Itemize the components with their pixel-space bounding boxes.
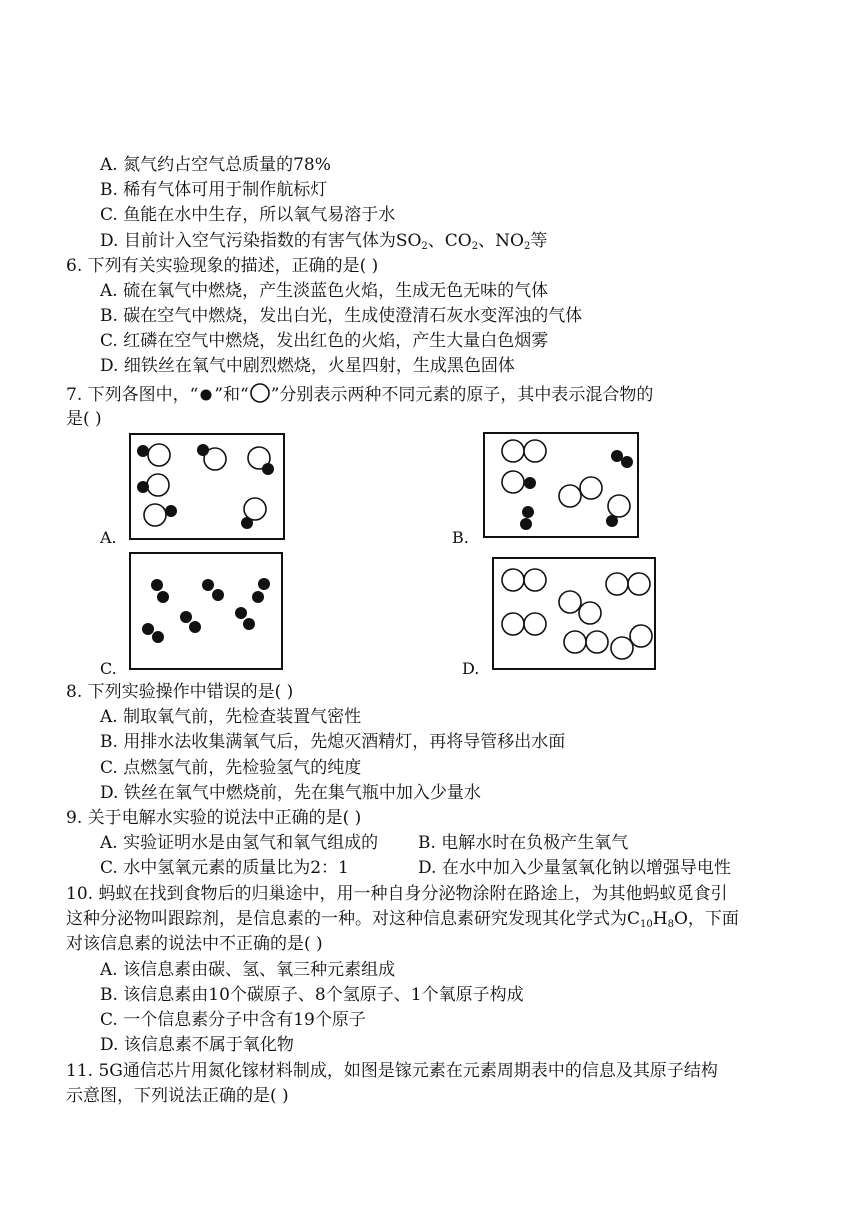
text: O，下面 (673, 909, 739, 929)
figure-c-molecules (142, 578, 270, 643)
text: 7. 下列各图中，“ (66, 385, 199, 405)
subscript: 8 (667, 919, 674, 930)
q8-stem: 8. 下列实验操作中错误的是( ) (66, 682, 294, 702)
q6-stem: 6. 下列有关实验现象的描述，正确的是( ) (66, 256, 379, 276)
figure-c-label: C. (100, 659, 117, 678)
figure-d-molecules (502, 569, 652, 659)
text: 、NO (478, 231, 524, 251)
q8-option-b: B. 用排水法收集满氧气后，先熄灭酒精灯，再将导管移出水面 (100, 732, 566, 752)
q10-option-d: D. 该信息素不属于氧化物 (100, 1035, 294, 1055)
q8-option-d: D. 铁丝在氧气中燃烧前，先在集气瓶中加入少量水 (100, 783, 481, 803)
text: 这种分泌物叫跟踪剂，是信息素的一种。对这种信息素研究发现其化学式为C (66, 909, 641, 929)
q9-option-d: D. 在水中加入少量氢氧化钠以增强导电性 (418, 858, 731, 878)
q6-option-b: B. 碳在空气中燃烧，发出白光，生成使澄清石灰水变浑浊的气体 (100, 306, 583, 326)
q10-stem-line1: 10. 蚂蚁在找到食物后的归巢途中，用一种自身分泌物涂附在路途上，为其他蚂蚁觅食引 (66, 884, 728, 904)
text: 等 (530, 231, 548, 251)
q7-stem-line2: 是( ) (66, 409, 102, 429)
q10-stem-line2 (66, 908, 739, 936)
q5-option-a: A. 氮气约占空气总质量的78% (100, 155, 331, 175)
q11-stem-line2: 示意图，下列说法正确的是( ) (66, 1086, 289, 1106)
figure-b-molecules (502, 440, 633, 530)
text: 、CO (427, 231, 472, 251)
q10-option-c: C. 一个信息素分子中含有19个原子 (100, 1010, 366, 1030)
subscript: 2 (471, 241, 479, 252)
q5-option-b: B. 稀有气体可用于制作航标灯 (100, 180, 328, 200)
q6-option-c: C. 红磷在空气中燃烧，发出红色的火焰，产生大量白色烟雾 (100, 331, 549, 351)
q8-option-c: C. 点燃氢气前，先检验氢气的纯度 (100, 758, 362, 778)
text: D. 目前计入空气污染指数的有害气体为SO (100, 231, 422, 251)
text: ”分别表示两种不同元素的原子，其中表示混合物的 (270, 385, 654, 405)
q10-stem-line3: 对该信息素的说法中不正确的是( ) (66, 934, 323, 954)
q9-option-b: B. 电解水时在负极产生氧气 (418, 833, 629, 853)
q9-option-c: C. 水中氢氧元素的质量比为2：1 (100, 858, 349, 878)
figure-a-molecules (137, 444, 274, 529)
q10-option-a: A. 该信息素由碳、氢、氧三种元素组成 (100, 960, 396, 980)
q11-stem-line1: 11. 5G通信芯片用氮化镓材料制成，如图是镓元素在元素周期表中的信息及其原子结构 (66, 1061, 718, 1081)
q10-option-b: B. 该信息素由10个碳原子、8个氢原子、1个氧原子构成 (100, 985, 524, 1005)
text: H (652, 909, 668, 929)
q6-option-d: D. 细铁丝在氧气中剧烈燃烧，火星四射，生成黑色固体 (100, 356, 515, 376)
q5-option-c: C. 鱼能在水中生存，所以氧气易溶于水 (100, 205, 396, 225)
subscript: 10 (640, 919, 653, 930)
q9-stem: 9. 关于电解水实验的说法中正确的是( ) (66, 808, 362, 828)
figure-b-label: B. (452, 528, 469, 547)
q6-option-a: A. 硫在氧气中燃烧，产生淡蓝色火焰，生成无色无味的气体 (100, 281, 549, 301)
text: ”和“ (214, 385, 249, 405)
q9-option-a: A. 实验证明水是由氢气和氧气组成的 (100, 833, 379, 853)
figure-d-label: D. (462, 659, 480, 678)
q8-option-a: A. 制取氧气前，先检查装置气密性 (100, 707, 362, 727)
subscript: 2 (421, 241, 428, 252)
figure-a-label: A. (100, 528, 117, 547)
subscript: 2 (523, 241, 531, 252)
